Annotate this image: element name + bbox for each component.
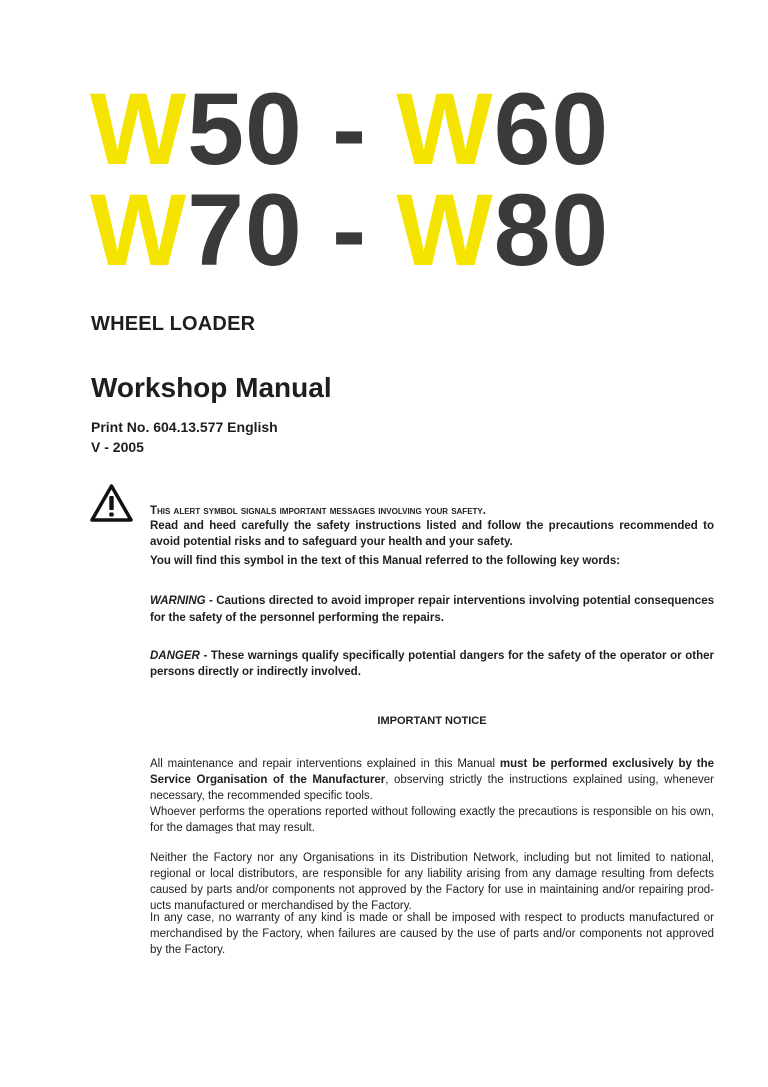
notice-p1-text: All maintenance and repair interventions explained in this Manual — [150, 758, 500, 770]
danger-keyword: DANGER — [150, 650, 200, 662]
warning-text: - Cautions directed to avoid improper repair interventions involving potential consequences for the safety of the personnel performing the repairs. — [150, 595, 714, 624]
danger-text: - These warnings qualify specifically potential dangers for the safety of the operator or other persons directly or indirectly involved. — [150, 650, 714, 678]
alert-heading: This alert symbol signals important messages involving your safety. — [150, 505, 486, 517]
alert-keywords-intro: You will find this symbol in the text of this Manual referred to the following key words: — [150, 555, 621, 567]
model-letter: W — [396, 72, 494, 186]
model-number: 60 — [493, 72, 610, 186]
danger-paragraph — [150, 648, 714, 680]
manual-title: Workshop Manual — [91, 372, 332, 403]
model-letter: W — [396, 173, 494, 287]
print-number: Print No. 604.13.577 English — [91, 419, 278, 435]
model-number: 80 — [493, 173, 610, 287]
model-separator: - — [302, 72, 397, 186]
notice-p1-text-end: , observing strictly the instructions explained using, whenever necessary, the recommended specific tools. — [150, 774, 714, 802]
notice-paragraph-4: In any case, no warranty of any kind is made or shall be imposed with respect to products manufactured or merchandised by the Factory, when failures are caused by the use of parts and/or components not approved by the Factory. — [150, 912, 714, 956]
warning-keyword: WARNING — [150, 595, 206, 607]
notice-paragraph-1 — [150, 756, 714, 804]
model-letter: W — [90, 173, 188, 287]
warning-paragraph — [150, 593, 714, 627]
alert-body: Read and heed carefully the safety instructions listed and follow the precautions recommended to avoid potential risks and to safeguard your health and your safety. — [150, 520, 714, 548]
notice-paragraph-2: Whoever performs the operations reported without following exactly the precautions is responsible on his own, for the damages that may result. — [150, 806, 714, 834]
important-notice-title: IMPORTANT NOTICE — [377, 715, 487, 727]
warning-triangle-icon — [90, 484, 133, 522]
model-number: 50 — [187, 72, 303, 186]
document-subtitle: WHEEL LOADER — [91, 313, 256, 335]
print-date: V - 2005 — [91, 439, 144, 455]
model-separator: - — [302, 173, 397, 287]
notice-paragraph-3: Neither the Factory nor any Organisations in its Distribution Network, including but not limited to national, regional or local distributors, are responsible for any liability arising from any damage resulting from defects caused by parts and/or components not approved by the Factory for use in maintaining and/or repairing prod-ucts manufactured or merchandised by the Factory. — [150, 852, 714, 912]
model-number: 70 — [187, 173, 303, 287]
model-title-line-2 — [90, 173, 610, 287]
notice-p1-emphasis: must be performed exclusively by the Service Organisation of the Manufacturer — [150, 758, 714, 786]
model-title-line-1 — [90, 72, 610, 186]
model-letter: W — [90, 72, 188, 186]
